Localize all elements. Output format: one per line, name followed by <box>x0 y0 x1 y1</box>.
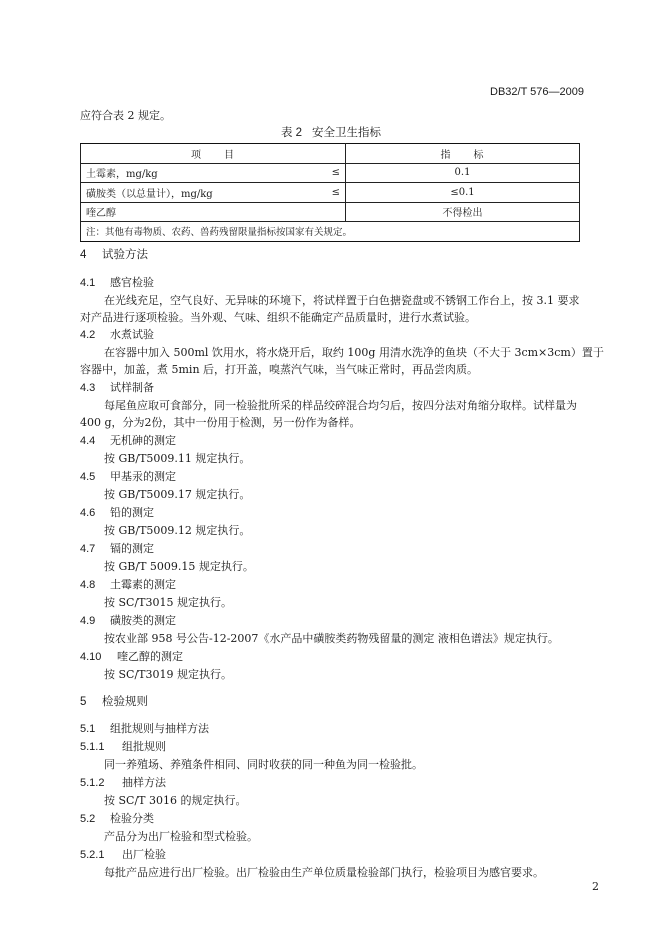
subsection-number: 4.3 <box>80 382 96 394</box>
paragraph-line: 每批产品应进行出厂检验。出厂检验由生产单位质量检验部门执行，检验项目为感官要求。 <box>104 866 544 879</box>
subsection-title: 无机砷的测定 <box>110 434 176 447</box>
subsection-heading <box>80 846 166 862</box>
subsection-number: 5.1.1 <box>80 741 105 753</box>
paragraph-line: 按 GB/T5009.12 规定执行。 <box>104 524 251 537</box>
subsection-title: 试样制备 <box>110 381 154 394</box>
paragraph-line: 按 SC/T3015 规定执行。 <box>104 596 232 609</box>
subsection-heading <box>80 504 154 520</box>
section-heading <box>80 246 148 262</box>
section-number: 5 <box>80 696 87 708</box>
table-title: 安全卫生指标 <box>312 127 382 139</box>
subsection-number: 5.1 <box>80 723 96 735</box>
paragraph-line: 同一养殖场、养殖条件相同、同时收获的同一种鱼为同一检验批。 <box>104 758 423 771</box>
subsection-heading <box>80 432 176 448</box>
paragraph-line: 按 GB/T5009.11 规定执行。 <box>104 452 251 465</box>
subsection-title: 喹乙醇的测定 <box>117 650 183 663</box>
document-code: DB32/T 576—2009 <box>490 86 584 98</box>
safety-indicators-table <box>80 143 580 242</box>
table-note-row <box>81 222 580 242</box>
intro-text: 应符合表 2 规定。 <box>80 109 171 122</box>
subsection-number: 4.4 <box>80 435 96 447</box>
table-row <box>81 202 580 222</box>
subsection-number: 4.1 <box>80 277 96 289</box>
subsection-title: 土霉素的测定 <box>110 578 176 591</box>
subsection-heading <box>80 576 176 592</box>
paragraph-line: 按 SC/T 3016 的规定执行。 <box>104 794 247 807</box>
subsection-heading <box>80 612 176 628</box>
page-number: 2 <box>592 880 599 893</box>
subsection-title: 铅的测定 <box>110 506 154 519</box>
row-value: 0.1 <box>346 163 580 183</box>
subsection-title: 出厂检验 <box>122 848 166 861</box>
paragraph-line: 按 GB/T5009.17 规定执行。 <box>104 488 251 501</box>
subsection-number: 4.2 <box>80 329 96 341</box>
subsection-title: 感官检验 <box>110 276 154 289</box>
subsection-number: 4.7 <box>80 543 96 555</box>
paragraph-line: 400 g，分为2份，其中一份用于检测，另一份作为备样。 <box>80 416 361 429</box>
paragraph-line: 产品分为出厂检验和型式检验。 <box>104 830 258 843</box>
subsection-title: 抽样方法 <box>122 776 166 789</box>
subsection-number: 4.8 <box>80 579 96 591</box>
subsection-title: 组批规则与抽样方法 <box>110 722 209 735</box>
paragraph-line: 在光线充足，空气良好、无异味的环境下，将试样置于白色搪瓷盘或不锈钢工作台上，按 3.1 要求 <box>104 294 580 307</box>
subsection-number: 5.2 <box>80 813 96 825</box>
paragraph-line: 按 GB/T 5009.15 规定执行。 <box>104 560 254 573</box>
subsection-title: 甲基汞的测定 <box>110 470 176 483</box>
subsection-number: 4.6 <box>80 507 96 519</box>
section-number: 4 <box>80 249 87 261</box>
subsection-number: 4.10 <box>80 651 102 663</box>
section-heading <box>80 693 148 709</box>
subsection-heading <box>80 468 176 484</box>
subsection-number: 4.9 <box>80 615 96 627</box>
paragraph-line: 按 SC/T3019 规定执行。 <box>104 668 232 681</box>
subsection-number: 4.5 <box>80 471 96 483</box>
paragraph-line: 容器中，加盖，煮 5min 后，打开盖，嗅蒸汽气味，当气味正常时，再品尝肉质。 <box>80 363 479 376</box>
subsection-heading <box>80 738 166 754</box>
table-number: 表 2 <box>280 127 303 139</box>
subsection-number: 5.2.1 <box>80 849 105 861</box>
section-title: 检验规则 <box>102 696 148 708</box>
table-caption <box>0 124 662 140</box>
table-row <box>81 183 580 203</box>
section-title: 试验方法 <box>102 249 148 261</box>
row-item: 喹乙醇 <box>81 202 306 222</box>
paragraph-line: 每尾鱼应取可食部分，同一检验批所采的样品绞碎混合均匀后，按四分法对角缩分取样。试样量为 <box>104 399 577 412</box>
row-item: 土霉素，mg/kg <box>81 163 306 183</box>
paragraph-line: 按农业部 958 号公告-12-2007《水产品中磺胺类药物残留量的测定 液相色谱法》规定执行。 <box>104 632 559 645</box>
subsection-heading <box>80 648 183 664</box>
subsection-title: 检验分类 <box>110 812 154 825</box>
subsection-heading <box>80 720 209 736</box>
subsection-title: 磺胺类的测定 <box>110 614 176 627</box>
subsection-number: 5.1.2 <box>80 777 105 789</box>
table-header-row <box>81 144 580 164</box>
paragraph-line: 对产品进行逐项检验。当外观、气味、组织不能确定产品质量时，进行水煮试验。 <box>80 311 476 324</box>
subsection-heading <box>80 810 154 826</box>
subsection-heading <box>80 326 154 342</box>
paragraph-line: 在容器中加入 500ml 饮用水，将水烧开后，取约 100g 用清水洗净的鱼块（不大于 3cm×3cm）置于 <box>104 346 604 359</box>
header-item: 项 目 <box>81 144 346 164</box>
subsection-heading <box>80 540 154 556</box>
row-operator: ≤ <box>305 163 346 183</box>
subsection-heading <box>80 379 154 395</box>
subsection-title: 组批规则 <box>122 740 166 753</box>
subsection-title: 水煮试验 <box>110 328 154 341</box>
row-value: ≤0.1 <box>346 183 580 203</box>
table-note: 注：其他有毒物质、农药、兽药残留限量指标按国家有关规定。 <box>81 222 580 242</box>
header-index: 指 标 <box>346 144 580 164</box>
row-item: 磺胺类（以总量计），mg/kg <box>81 183 306 203</box>
subsection-heading <box>80 774 166 790</box>
row-value: 不得检出 <box>346 202 580 222</box>
row-operator <box>305 202 346 222</box>
subsection-heading <box>80 274 154 290</box>
table-row <box>81 163 580 183</box>
subsection-title: 镉的测定 <box>110 542 154 555</box>
row-operator: ≤ <box>305 183 346 203</box>
